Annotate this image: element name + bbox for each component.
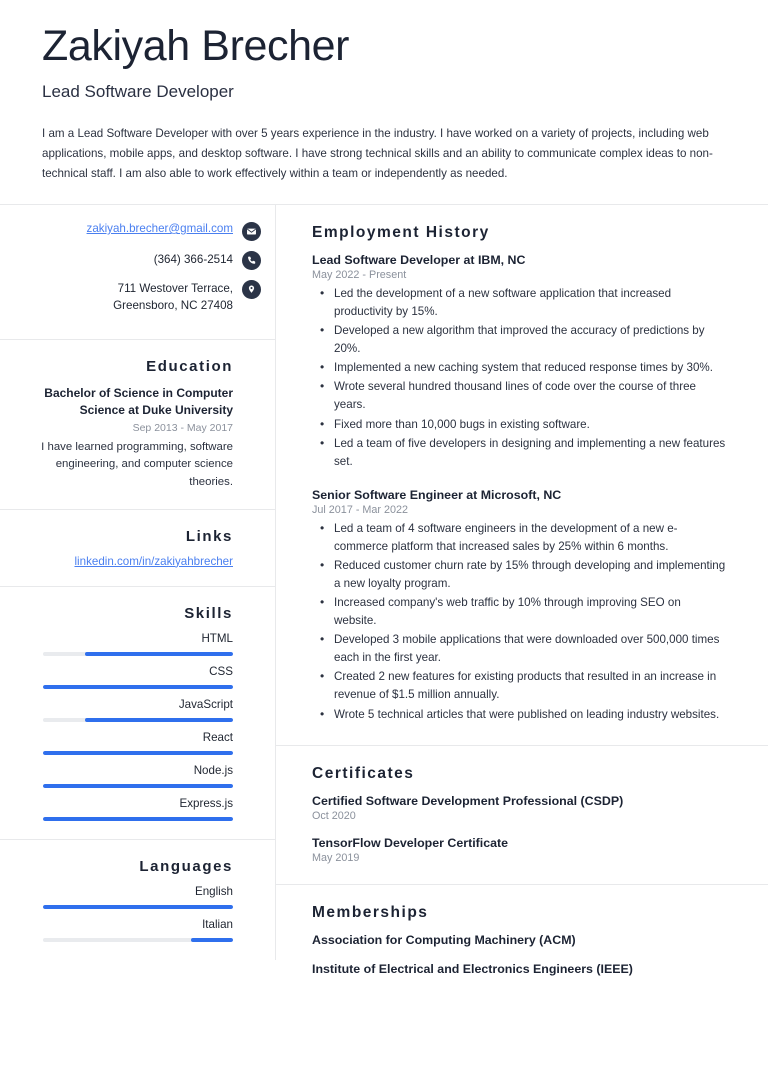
certificates-list — [312, 794, 726, 864]
contact-phone-row — [14, 251, 261, 270]
skill-item — [14, 764, 233, 788]
resume-header — [0, 0, 768, 205]
language-bar-fill — [191, 938, 233, 942]
skill-bar-fill — [43, 685, 233, 689]
skill-bar-track — [43, 751, 233, 755]
skill-item — [14, 698, 233, 722]
linkedin-link[interactable]: linkedin.com/in/zakiyahbrecher — [74, 554, 233, 568]
address-line-2: Greensboro, NC 27408 — [113, 298, 233, 312]
certificates-heading: Certificates — [312, 764, 415, 782]
skill-bar-track — [43, 784, 233, 788]
membership-item: Association for Computing Machinery (ACM) — [312, 932, 576, 947]
skill-label: Express.js — [179, 796, 233, 810]
job-bullet: • Fixed more than 10,000 bugs in existing software. — [312, 416, 726, 434]
education-degree: Bachelor of Science in Computer Science at Duke University — [44, 385, 233, 417]
certificate-entry — [312, 794, 726, 822]
phone-number: (364) 366-2514 — [153, 252, 233, 266]
language-label: English — [194, 884, 233, 898]
languages-list — [14, 885, 233, 942]
job-bullet: • Created 2 new features for existing products that resulted in an increase in revenue of $1.5 million annually. — [312, 668, 726, 704]
certificate-name: TensorFlow Developer Certificate — [312, 835, 509, 850]
candidate-job-title: Lead Software Developer — [42, 82, 234, 102]
job-bullet: • Increased company's web traffic by 10% through improving SEO on website. — [312, 594, 726, 630]
education-heading: Education — [146, 357, 233, 375]
jobs-list — [312, 253, 726, 724]
job-bullet: • Led the development of a new software application that increased productivity by 15%. — [312, 285, 726, 321]
address-line-1: 711 Westover Terrace, — [117, 281, 233, 295]
language-item — [14, 918, 233, 942]
skill-bar-fill — [85, 652, 233, 656]
skills-section — [0, 587, 275, 840]
language-item — [14, 885, 233, 909]
job-date: Jul 2017 - Mar 2022 — [312, 503, 409, 516]
skill-bar-track — [43, 685, 233, 689]
job-date: May 2022 - Present — [312, 268, 407, 281]
profile-summary: I am a Lead Software Developer with over 5 years experience in the industry. I have worked on a variety of projects, including web applications, mobile apps, and desktop software. I have strong technical skills and an ability to communicate complex ideas to non-technical staff. I am also able to work effectively within a team or independently as needed. — [42, 127, 713, 181]
certificate-entry — [312, 836, 726, 864]
job-entry — [312, 488, 726, 724]
skill-label: JavaScript — [178, 697, 233, 711]
links-heading: Links — [185, 527, 233, 545]
skill-label: HTML — [201, 631, 233, 645]
employment-section — [276, 205, 768, 746]
certificates-section — [276, 746, 768, 885]
education-description: I have learned programming, software engineering, and computer science theories. — [41, 441, 233, 488]
memberships-list — [312, 933, 726, 976]
skill-bar-track — [43, 817, 233, 821]
skills-list — [14, 632, 233, 821]
job-bullet: • Reduced customer churn rate by 15% through developing and implementing a new loyalty program. — [312, 557, 726, 593]
skill-item — [14, 632, 233, 656]
language-label: Italian — [202, 917, 233, 931]
skill-bar-track — [43, 718, 233, 722]
job-bullet: • Developed 3 mobile applications that were downloaded over 500,000 times each in the first year. — [312, 631, 726, 667]
skill-label: React — [202, 730, 233, 744]
main-column — [276, 205, 768, 996]
job-bullet: • Wrote several hundred thousand lines of code over the course of three years. — [312, 378, 726, 414]
skill-bar-fill — [43, 817, 233, 821]
job-role: Lead Software Developer at IBM, NC — [312, 252, 526, 267]
employment-heading: Employment History — [312, 223, 490, 241]
address-text — [113, 280, 233, 315]
job-bullet-list — [312, 285, 726, 471]
certificate-date: May 2019 — [312, 851, 360, 864]
languages-section — [0, 840, 275, 960]
job-bullet-list — [312, 520, 726, 724]
language-bar-fill — [43, 905, 233, 909]
job-bullet: • Led a team of five developers in designing and implementing a new features set. — [312, 435, 726, 471]
skill-bar-fill — [85, 718, 233, 722]
skill-item — [14, 731, 233, 755]
contact-email-row[interactable] — [14, 222, 261, 241]
phone-icon — [242, 251, 261, 270]
job-bullet: • Led a team of 4 software engineers in the development of a new e-commerce platform that increased sales by 25% within 6 months. — [312, 520, 726, 556]
skill-bar-fill — [43, 784, 233, 788]
memberships-section — [276, 885, 768, 996]
contact-address-row — [14, 280, 261, 315]
location-pin-icon — [242, 280, 261, 299]
skill-bar-track — [43, 652, 233, 656]
skill-label: Node.js — [193, 763, 233, 777]
envelope-icon — [242, 222, 261, 241]
sidebar-column — [0, 205, 276, 960]
education-section — [0, 340, 275, 510]
education-date: Sep 2013 - May 2017 — [132, 422, 233, 435]
contact-section — [0, 205, 275, 340]
job-bullet: • Implemented a new caching system that reduced response times by 30%. — [312, 359, 726, 377]
language-bar-track — [43, 905, 233, 909]
membership-item: Institute of Electrical and Electronics Engineers (IEEE) — [312, 961, 633, 976]
skill-item — [14, 665, 233, 689]
skills-heading: Skills — [184, 604, 233, 622]
email-link[interactable]: zakiyah.brecher@gmail.com — [86, 221, 233, 235]
links-section — [0, 510, 275, 587]
skill-item — [14, 797, 233, 821]
job-entry — [312, 253, 726, 471]
skill-label: CSS — [209, 664, 233, 678]
candidate-name: Zakiyah Brecher — [42, 22, 350, 70]
skill-bar-fill — [43, 751, 233, 755]
certificate-name: Certified Software Development Professional (CSDP) — [312, 793, 624, 808]
job-role: Senior Software Engineer at Microsoft, NC — [312, 487, 562, 502]
resume-body — [0, 205, 768, 996]
job-bullet: • Wrote 5 technical articles that were published on leading industry websites. — [312, 706, 726, 724]
language-bar-track — [43, 938, 233, 942]
languages-heading: Languages — [139, 857, 233, 875]
job-bullet: • Developed a new algorithm that improved the accuracy of predictions by 20%. — [312, 322, 726, 358]
memberships-heading: Memberships — [312, 903, 429, 921]
certificate-date: Oct 2020 — [312, 809, 356, 822]
